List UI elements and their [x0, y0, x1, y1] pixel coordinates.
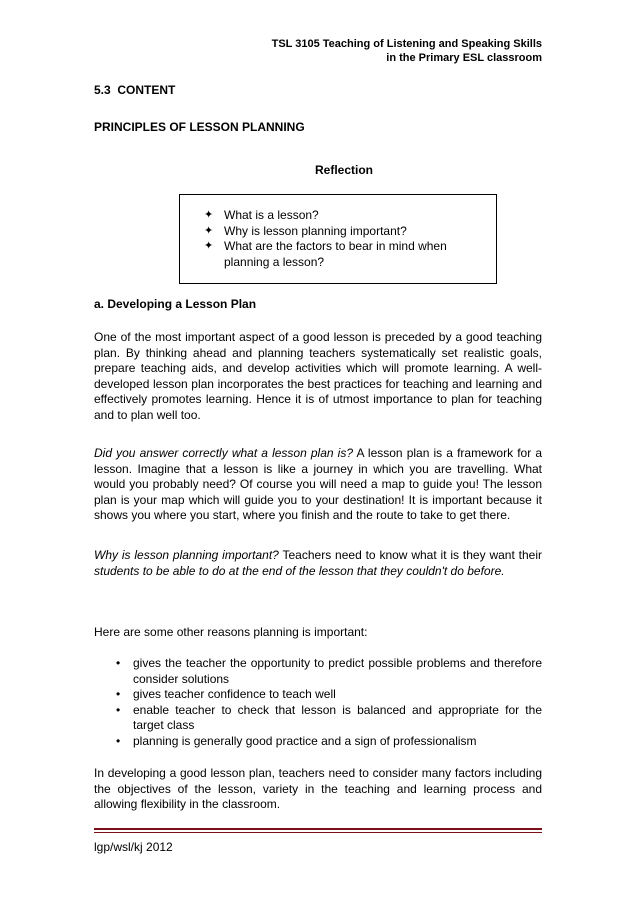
reflection-question: ✦ Why is lesson planning important? — [204, 223, 407, 238]
four-pointed-star-icon: ✦ — [204, 240, 214, 252]
reflection-question: ✦ What is a lesson? — [204, 208, 319, 222]
paragraph-why-important-text: Teachers need to know what it is they want their — [278, 548, 543, 562]
list-item: • enable teacher to check that lesson is balanced and appropriate for the target class — [116, 702, 542, 732]
header-course-subtitle: in the Primary ESL classroom — [386, 52, 542, 64]
header-course-title: TSL 3105 Teaching of Listening and Speaking Skills — [271, 38, 542, 50]
reasons-list — [116, 656, 542, 749]
bullet-icon: • — [116, 702, 121, 717]
footer-rule-thin — [94, 832, 542, 833]
paragraph-factors: In developing a good lesson plan, teachers need to consider many factors including the objectives of the lesson, variety in the teaching and learning process and allowing flexibility in the classroom. — [94, 766, 542, 811]
question-why-important: Why is lesson planning important? — [94, 548, 279, 562]
list-item: • gives teacher confidence to teach well — [116, 687, 336, 701]
list-item: • planning is generally good practice and a sign of professionalism — [116, 733, 477, 748]
list-item: • gives the teacher the opportunity to predict possible problems and therefore consider solutions — [116, 656, 542, 686]
page-footer: lgp/wsl/kj 2012 — [94, 840, 173, 854]
paragraph-lesson-plan — [94, 446, 542, 524]
four-pointed-star-icon: ✦ — [204, 224, 214, 237]
question-lesson-plan: Did you answer correctly what a lesson plan is? — [94, 446, 354, 460]
four-pointed-star-icon: ✦ — [204, 209, 214, 221]
bullet-icon: • — [116, 656, 121, 670]
topic-heading: PRINCIPLES OF LESSON PLANNING — [94, 120, 305, 134]
paragraph-why-important — [94, 548, 542, 579]
bullet-icon: • — [116, 733, 121, 748]
footer-rule — [94, 828, 542, 830]
learning-goal-emphasis: students to be able to do at the end of the lesson that they couldn't do before. — [94, 563, 505, 578]
subsection-title: a. Developing a Lesson Plan — [94, 297, 257, 311]
bullet-icon: • — [116, 687, 121, 701]
reasons-intro: Here are some other reasons planning is important: — [94, 625, 368, 639]
reflection-box — [179, 194, 497, 284]
reflection-question: ✦ What are the factors to bear in mind when planning a lesson? — [204, 239, 447, 269]
paragraph-intro: One of the most important aspect of a good lesson is preceded by a good teaching plan. By thinking ahead and planning teachers systematically set realistic goals, prepare teaching aids, and develop activities which will promote learning. A well-developed lesson plan incorporates the best practices for teaching and learning and effectively promotes learning. Hence it is of utmost importance to plan for teaching and to plan well too. — [94, 330, 542, 422]
paragraph-lesson-plan-text: A lesson plan is a framework for a lesson. Imagine that a lesson is like a journey in which you are travelling. What would you probably need? Of course you will need a map to guide you! The lesson plan is your map which will guide you to your destination! It is important because it shows you where you start, where you finish and the route to take to get there. — [94, 446, 542, 522]
reflection-title: Reflection — [314, 163, 373, 177]
running-header — [200, 37, 542, 65]
section-heading: 5.3 CONTENT — [94, 83, 176, 97]
